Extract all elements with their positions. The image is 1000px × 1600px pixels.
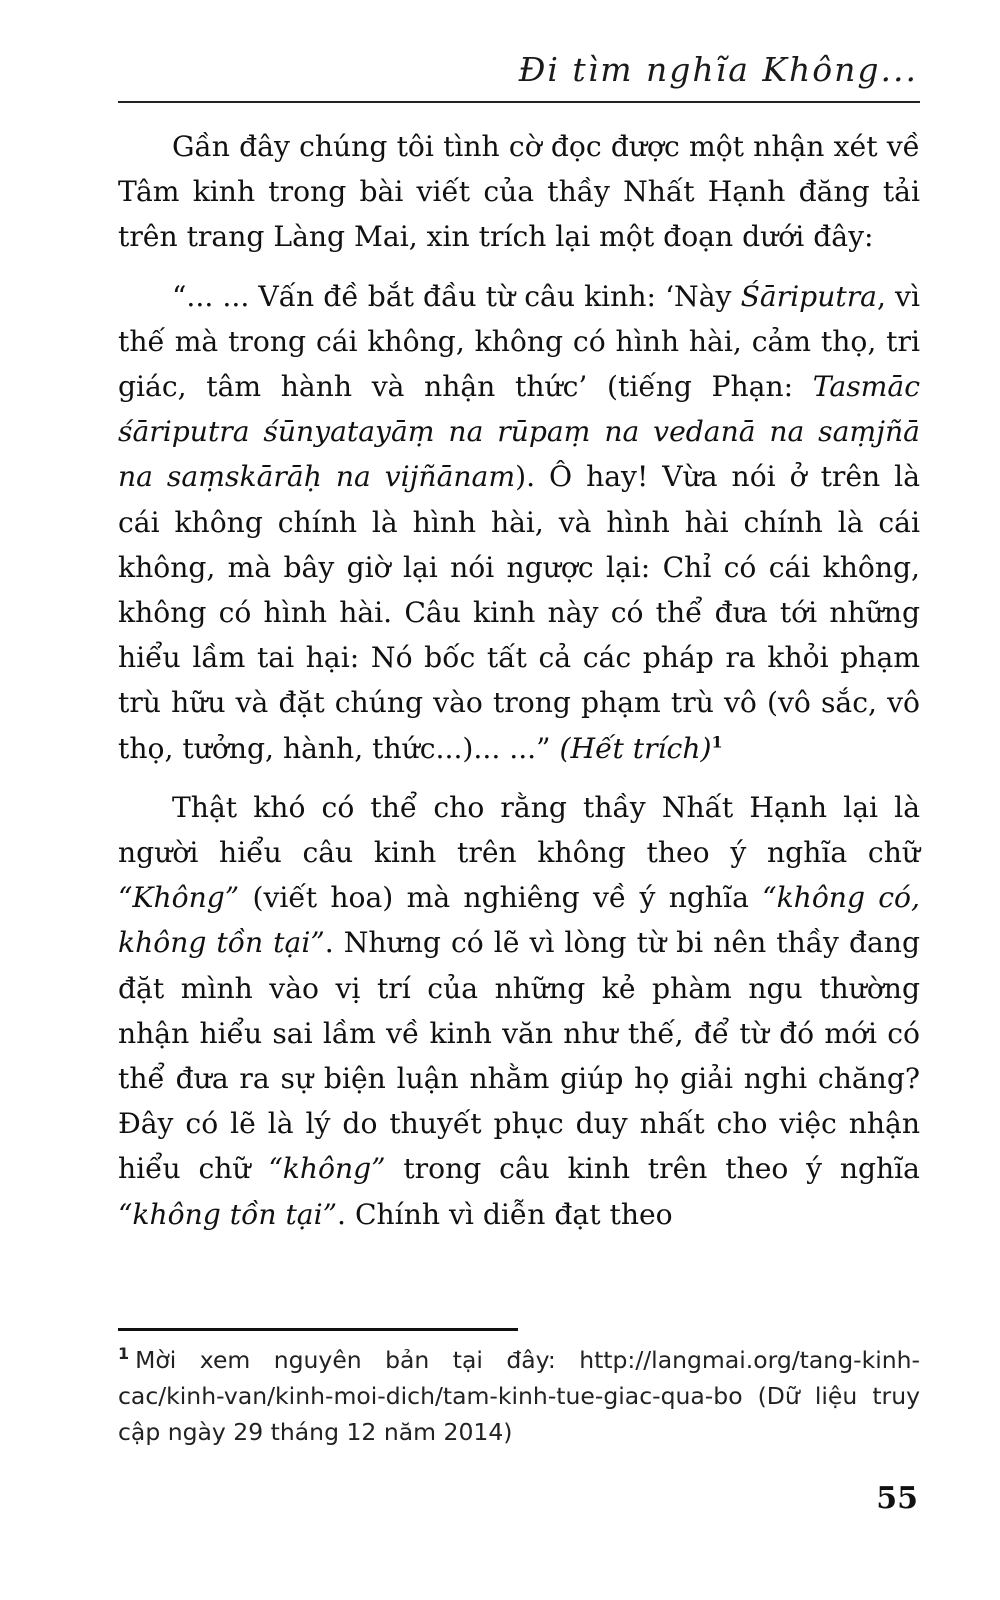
quote-end-note: (Hết trích) — [559, 731, 712, 765]
footnote-reference[interactable]: 1 — [711, 732, 723, 752]
p3-text-2: (viết hoa) mà nghiêng về ý nghĩa — [239, 881, 763, 915]
quote-paragraph — [118, 274, 920, 771]
quote-text-3: ). Ô hay! Vừa nói ở trên là cái không chính là hình hài, và hình hài chính là cái không, mà bây giờ lại nói ngược lại: Chỉ có cái không, không có hình hài. Câu kinh này có thể đưa tới những hiểu lầm tai hại: Nó bốc tất cả các pháp ra khỏi phạm trù hữu và đặt chúng vào trong phạm trù vô (vô sắc, vô thọ, tưởng, hành, thức...)... ...” — [118, 460, 921, 765]
quote-sanskrit: Tasmāc śāriputra śūnyatayāṃ na rūpaṃ na vedanā na saṃjñā na saṃskārāḥ na vijñānam — [118, 370, 920, 494]
page-number: 55 — [876, 1481, 918, 1516]
quote-text-2: , vì thế mà trong cái không, không có hình hài, cảm thọ, tri giác, tâm hành và nhận thức’ (tiếng Phạn: — [118, 279, 920, 404]
p3-text-1: Thật khó có thể cho rằng thầy Nhất Hạnh lại là người hiểu câu kinh trên không theo ý nghĩa chữ — [118, 790, 920, 870]
p3-term-khong: “không” — [268, 1152, 386, 1186]
p3-text-4: trong câu kinh trên theo ý nghĩa — [385, 1152, 920, 1186]
paragraph-1: Gần đây chúng tôi tình cờ đọc được một nhận xét về Tâm kinh trong bài viết của thầy Nhất Hạnh đăng tải trên trang Làng Mai, xin trích lại một đoạn dưới đây: — [118, 130, 920, 254]
quote-term-sariputra: Śāriputra — [740, 279, 877, 313]
p3-text-3: . Nhưng có lẽ vì lòng từ bi nên thầy đang đặt mình vào vị trí của những kẻ phàm ngu thường nhận hiểu sai lầm về kinh văn như thế, để từ đó mới có thể đưa ra sự biện luận nhằm giúp họ giải nghi chăng? Đây có lẽ là lý do thuyết phục duy nhất cho việc nhận hiểu chữ — [118, 926, 921, 1186]
paragraph-3 — [118, 785, 920, 1237]
p3-term-khong-co: “không có, không tồn tại” — [118, 881, 920, 960]
footnote — [118, 1342, 920, 1450]
header-divider — [118, 101, 920, 103]
running-header: Đi tìm nghĩa Không... — [518, 50, 918, 89]
p3-term-khong-cap: “Không” — [118, 881, 240, 915]
quote-text-1: “... ... Vấn đề bắt đầu từ câu kinh: ‘Này — [172, 279, 741, 313]
footnote-text: Mời xem nguyên bản tại đây: http://langmai.org/tang-kinh-cac/kinh-van/kinh-moi-dich/tam-kinh-tue-giac-qua-bo (Dữ liệu truy cập ngày 29 tháng 12 năm 2014) — [118, 1346, 920, 1446]
footnote-mark: 1 — [118, 1344, 130, 1364]
body-text — [118, 124, 920, 1237]
p3-term-khong-ton-tai: “không tồn tại” — [118, 1197, 338, 1231]
footnote-divider — [118, 1328, 518, 1331]
p3-text-5: . Chính vì diễn đạt theo — [337, 1197, 673, 1231]
